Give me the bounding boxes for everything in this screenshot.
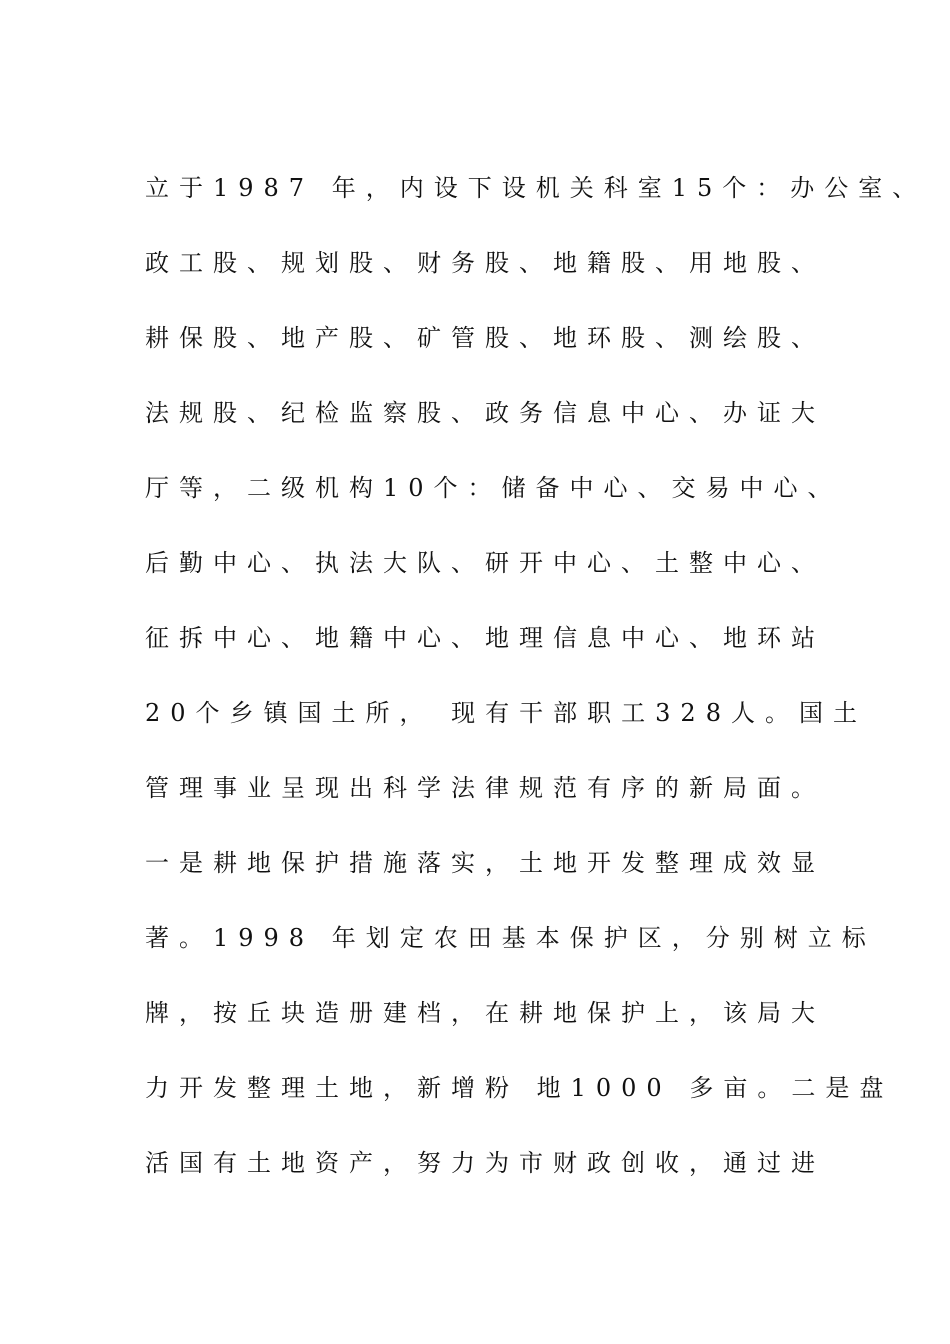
text-line: 耕保股、地产股、矿管股、地环股、测绘股、 (145, 324, 825, 352)
text-line: 一是耕地保护措施落实，土地开发整理成效显 (145, 849, 825, 877)
text-line: 活国有土地资产，努力为市财政创收，通过进 (145, 1149, 825, 1177)
text-line: 管理事业呈现出科学法律规范有序的新局面。 (145, 774, 825, 802)
text-line: 20个乡镇国土所， 现有干部职工328人。国土 (145, 699, 867, 727)
text-line: 著。1998 年划定农田基本保护区，分别树立标 (145, 924, 876, 952)
text-line: 厅等，二级机构10个：储备中心、交易中心、 (145, 474, 842, 502)
text-line: 牌，按丘块造册建档，在耕地保护上，该局大 (145, 999, 825, 1027)
body-text (145, 168, 927, 1218)
text-line: 征拆中心、地籍中心、地理信息中心、地环站 (145, 624, 825, 652)
text-line: 法规股、纪检监察股、政务信息中心、办证大 (145, 399, 825, 427)
text-line: 政工股、规划股、财务股、地籍股、用地股、 (145, 249, 825, 277)
text-line: 力开发整理土地，新增粉 地1000 多亩。二是盘 (145, 1074, 894, 1102)
text-line: 后勤中心、执法大队、研开中心、土整中心、 (145, 549, 825, 577)
text-line: 立于1987 年，内设下设机关科室15个：办公室、 (145, 174, 927, 202)
